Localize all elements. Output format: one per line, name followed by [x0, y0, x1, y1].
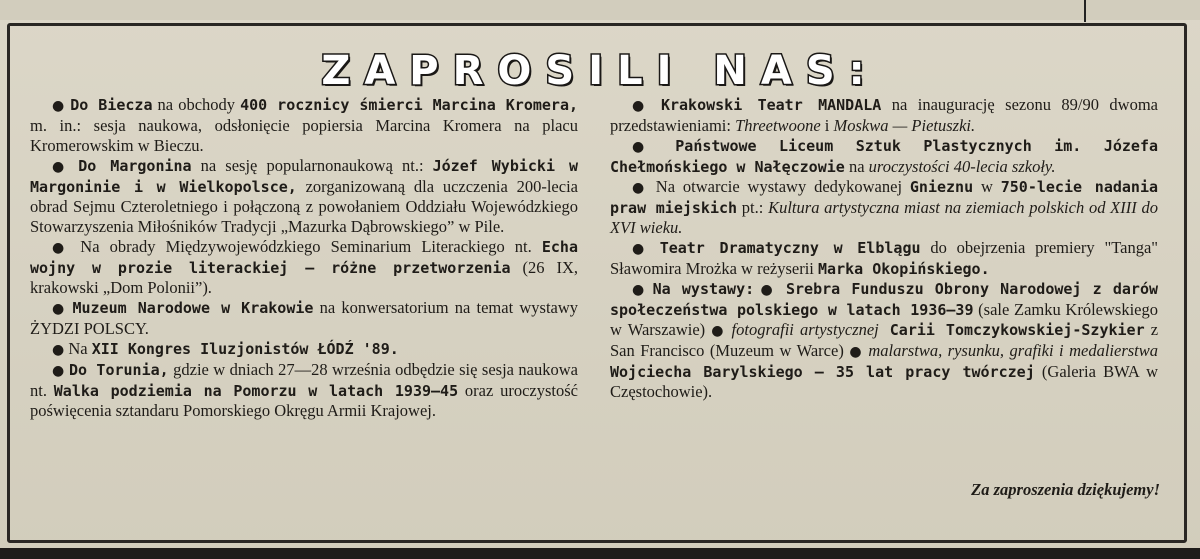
paragraph-seminar — [30, 237, 578, 298]
text-italic: fotografii artystycznej — [731, 320, 879, 339]
text-bold: Srebra Funduszu Obrony Narodowej z darów społeczeństwa polskiego w latach 1936—39 — [610, 280, 1159, 319]
text: w — [973, 177, 1001, 196]
bullet-icon: ● — [52, 301, 67, 317]
paragraph-torun — [30, 360, 578, 421]
text-bold: Państwowe Liceum Sztuk Plastycznych im. Józefa Chełmońskiego w Nałęczowie — [610, 137, 1159, 176]
text: (Galeria BWA w Częstochowie). — [610, 362, 1158, 401]
text-bold: Do Torunia, — [69, 361, 169, 379]
text: na sesję popularnonaukową nt.: — [191, 156, 433, 175]
article-title: ZAPROSILI NAS: — [321, 48, 879, 94]
bottom-edge — [0, 548, 1200, 559]
text: do obejrzenia premiery "Tanga" Sławomira Mrożka w reżyserii — [610, 238, 1159, 278]
bullet-icon: ● — [711, 323, 726, 339]
text-bold: 400 rocznicy śmierci Marcina Kromera, — [240, 96, 579, 114]
text-bold: Echa wojny w prozie literackiej — różne przetworzenia — [30, 238, 578, 277]
text-bold: 750-lecie nadania praw miejskich — [610, 178, 1159, 217]
text-bold: Muzeum Narodowe w Krakowie — [72, 299, 314, 317]
column-rule — [1084, 0, 1086, 22]
text: Na otwarcie wystawy dedykowanej — [647, 177, 910, 196]
text: na obchody — [152, 95, 241, 114]
text: na — [844, 157, 869, 176]
text: z San Francisco (Muzeum w Warce) — [610, 320, 1159, 360]
text-bold: Gnieznu — [909, 178, 974, 196]
paragraph-exhibitions — [610, 279, 1158, 402]
paragraph-museum — [30, 298, 578, 339]
text-italic: Moskwa — Pietuszki. — [833, 116, 976, 135]
text-italic: malarstwa, rysunku, grafiki i medalierstwa — [868, 341, 1159, 360]
paragraph-mandala — [610, 95, 1158, 136]
text: Na — [64, 339, 92, 358]
bullet-icon: ● — [849, 344, 863, 360]
bullet-icon: ● — [632, 180, 648, 196]
bullet-icon: ● — [632, 98, 651, 114]
text: zorganizowaną dla uczczenia 200-lecia obrad Sejmu Czteroletniego i połączoną z powołaniem Oddziału Wojewódzkiego Stowarzyszenia Miłośników Tradycji „Mazurka Dąbrowskiego” w Pile. — [30, 177, 578, 236]
bullet-icon: ● — [632, 282, 647, 298]
bullet-icon: ● — [632, 241, 650, 257]
text-bold: Krakowski Teatr MANDALA — [660, 96, 882, 114]
text-bold: Teatr Dramatyczny w Elblągu — [659, 239, 921, 257]
left-column — [30, 95, 578, 421]
text: (sale Zamku Królewskiego w Warszawie) — [610, 300, 1158, 339]
text: na inaugurację sezonu 89/90 dwoma przedstawieniami: — [610, 95, 1158, 135]
text-italic: Kultura artystyczna miast na ziemiach polskich od XIII do XVI wieku. — [610, 198, 1158, 237]
paragraph-biecz — [30, 95, 578, 156]
text-bold: Józef Wybicki w Margoninie i w Wielkopolsce, — [30, 157, 578, 196]
text-bold: Walka podziemia na Pomorzu w latach 1939—45 — [53, 382, 459, 400]
top-strip — [0, 0, 1200, 20]
bullet-icon: ● — [52, 342, 65, 358]
text-bold: Do Biecza — [70, 96, 153, 114]
text: Na obrady Międzywojewódzkiego Seminarium Literackiego nt. — [70, 237, 542, 256]
text-bold: Carii Tomczykowskiej-Szykier — [878, 321, 1145, 339]
text: pt.: — [737, 198, 769, 217]
text-bold: Do Margonina — [78, 157, 192, 175]
text: na konwersatorium na temat wystawy ŻYDZI POLSCY. — [30, 298, 579, 338]
bullet-icon: ● — [52, 98, 66, 114]
text-italic: Threetwoone — [735, 116, 821, 135]
text-bold: Wojciecha Barylskiego — 35 lat pracy twórczej — [610, 363, 1035, 381]
paragraph-naleczow — [610, 136, 1158, 177]
text-italic: uroczystości 40-lecia szkoły. — [868, 157, 1056, 176]
bullet-icon: ● — [52, 363, 65, 379]
text: oraz uroczystość poświęcenia sztandaru Pomorskiego Okręgu Armii Krajowej. — [30, 381, 578, 420]
bullet-icon: ● — [52, 240, 71, 256]
text-bold: XII Kongres Iluzjonistów ŁÓDŹ '89. — [91, 340, 399, 358]
text: m. in.: sesja naukowa, odsłonięcie popiersia Marcina Kromera na placu Kromerowskim w Bieczu. — [30, 116, 578, 155]
text: (26 IX, krakowski „Dom Polonii”). — [30, 258, 578, 297]
text-bold: Na wystawy: — [652, 280, 755, 298]
paragraph-margonin — [30, 156, 578, 237]
text: gdzie w dniach 27—28 września odbędzie się sesja naukowa nt. — [30, 360, 578, 400]
bullet-icon: ● — [52, 159, 70, 175]
text: i — [820, 116, 834, 135]
text-bold: Marka Okopińskiego. — [818, 260, 990, 278]
right-column — [610, 95, 1158, 402]
closing-thanks: Za zaproszenia dziękujemy! — [971, 480, 1160, 499]
bullet-icon: ● — [760, 282, 775, 298]
paragraph-congress — [30, 339, 578, 360]
paragraph-gniezno — [610, 177, 1158, 238]
paragraph-elblag — [610, 238, 1158, 279]
bullet-icon: ● — [632, 139, 658, 155]
